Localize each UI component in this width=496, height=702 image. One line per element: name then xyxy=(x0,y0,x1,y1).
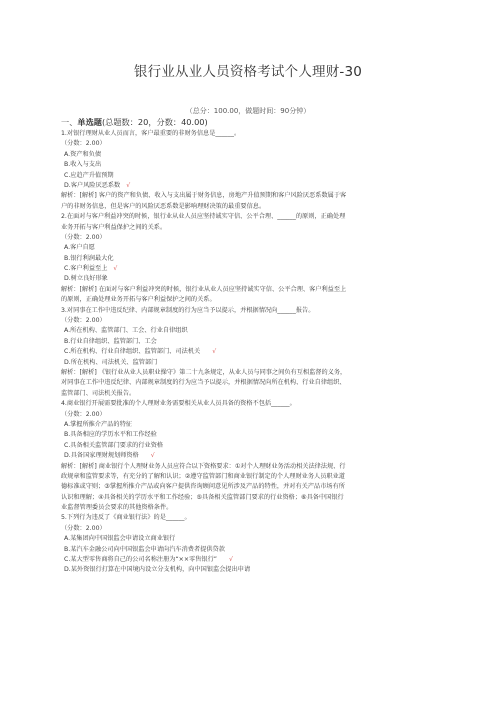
question-score: （分数：2.00） xyxy=(61,233,106,241)
answer-option xyxy=(61,337,441,347)
question-stem: 1.对银行理财从业人员而言，客户最重要的非财务信息是______。 xyxy=(61,130,241,137)
explanation-text: 解析：[解析] 客户的资产和负债、收入与支出属于财务信息，房地产升值预期和客户风险厌恶系数属于客 xyxy=(61,192,347,200)
answer-option xyxy=(61,565,441,575)
question-block xyxy=(61,513,441,575)
question-score: （分数：2.00） xyxy=(61,410,106,418)
option-text: D.树立良好形象 xyxy=(64,275,108,283)
explanation-text: 户的非财务信息，但是客户的风险厌恶系数是影响理财决策的最重要信息。 xyxy=(61,202,266,210)
answer-option xyxy=(61,545,441,555)
answer-option xyxy=(61,347,441,357)
answer-option xyxy=(61,254,441,264)
explanation-text: 的原则，正确处理业务开拓与客户利益保护之间的关系。 xyxy=(61,296,216,304)
explanation-text: 解析：[解析] 商业银行个人理财业务人员应符合以下资格要求：①对个人理财业务活动相关法律法规、行 xyxy=(61,462,346,470)
question-list xyxy=(61,129,441,576)
option-text: A.某集团向中国银监会申请设立商业银行 xyxy=(64,535,176,543)
explanation-text: 对同事在工作中违反纪律、内部规章制度的行为应当予以提示，并根据情况向所在机构、行业自律组织、 xyxy=(61,379,346,387)
correct-check-icon: √ xyxy=(229,556,233,564)
option-text: A.客户自愿 xyxy=(64,244,95,252)
answer-option xyxy=(61,181,441,191)
option-text: B.收入与支出 xyxy=(64,161,102,169)
option-text: A.所在机构、监管部门、工会、行业自律组织 xyxy=(64,327,188,335)
question-score: （分数：2.00） xyxy=(61,317,106,325)
explanation-text: 政规章和监管要求等，有充分的了解和认识；②遵守监管部门和商业银行制定的个人理财业务人员职业道 xyxy=(61,472,345,480)
question-block xyxy=(61,129,441,212)
option-text: C.某大型零售商将自己的公司名称注册为“××零售银行” xyxy=(64,556,218,564)
section-prefix: 一、 xyxy=(61,117,78,127)
question-block xyxy=(61,306,441,400)
correct-check-icon: √ xyxy=(126,181,131,189)
option-text: D.所在机构、司法机关、监管部门 xyxy=(64,358,158,366)
section-heading xyxy=(61,117,208,128)
question-stem: 业务开拓与客户利益保护之间的关系。 xyxy=(61,223,167,231)
option-text: A.掌握所推介产品的特征 xyxy=(64,420,132,428)
option-text: B.具备相应的学历水平和工作经验 xyxy=(64,431,157,439)
explanation-text: 认识和理解；④具备相关的学历水平和工作经验；⑤具备相关监管部门要求的行业资格；⑥具备中国银行 xyxy=(61,493,344,501)
document-title: 银行业从业人员资格考试个人理财-30 xyxy=(133,64,363,80)
exam-meta: （总分：100.00，做题时间：90分钟） xyxy=(185,107,311,115)
question-block xyxy=(61,212,441,306)
answer-option xyxy=(61,430,441,440)
answer-option xyxy=(61,420,441,430)
correct-check-icon: √ xyxy=(212,348,217,356)
option-text: D.客户风险厌恶系数 xyxy=(64,181,121,189)
option-text: D.某外资银行打算在中国境内设立分支机构，向中国银监会提出申请 xyxy=(64,566,251,574)
option-text: C.具备相关监管部门要求的行业资格 xyxy=(64,441,164,449)
answer-option xyxy=(61,326,441,336)
explanation-text: 解析：[解析] 《银行业从业人员职业操守》第二十九条规定，从业人员与同事之间负有互相监督的义务， xyxy=(61,368,347,376)
question-stem: 2.在面对与客户利益冲突的时候，银行业从业人员应坚持诚实守信、公平合理、______的原则，正确处理 xyxy=(61,213,346,221)
answer-option xyxy=(61,358,441,368)
answer-option xyxy=(61,243,441,253)
option-text: D.具备国家理财规划师资格 xyxy=(64,452,139,460)
correct-check-icon: √ xyxy=(113,265,118,273)
answer-option xyxy=(61,160,441,170)
section-keyword: 单选题 xyxy=(77,117,102,127)
question-score: （分数：2.00） xyxy=(61,140,106,148)
correct-check-icon: √ xyxy=(150,452,155,460)
explanation-text: 业监督管理委员会要求的其他资格条件。 xyxy=(61,504,173,512)
option-text: B.某汽车金融公司向中国银监会申请向汽车消费者提供贷款 xyxy=(64,545,225,553)
explanation-text: 解析：[解析] 在面对与客户利益冲突的时候，银行业从业人员应坚持诚实守信、公平合理、客户利益至上 xyxy=(61,285,347,293)
answer-option xyxy=(61,555,441,565)
question-block xyxy=(61,399,441,513)
answer-option xyxy=(61,171,441,181)
option-text: A.资产和负债 xyxy=(64,150,102,158)
option-text: C.客户利益至上 xyxy=(64,265,108,273)
explanation-text: 监管部门、司法机关报告。 xyxy=(61,389,136,397)
answer-option xyxy=(61,451,441,461)
option-text: B.银行利润最大化 xyxy=(64,254,114,262)
answer-option xyxy=(61,150,441,160)
answer-option xyxy=(61,274,441,284)
question-stem: 4.商业银行开展需要批准的个人理财业务需要相关从业人员具备的资格不包括______。 xyxy=(61,400,296,408)
answer-option xyxy=(61,441,441,451)
option-text: B.行业自律组织、监管部门、工会 xyxy=(64,337,157,345)
option-text: C.所在机构、行业自律组织、监管部门、司法机关 xyxy=(64,348,201,356)
question-stem: 3.对同事在工作中违反纪律、内部规章制度的行为应当予以提示，并根据情况向______报告。 xyxy=(61,306,315,314)
answer-option xyxy=(61,534,441,544)
explanation-text: 德标准或守则；③掌握所推介产品或向客户提供咨询顾问意见所涉及产品的特性，并对有关产品市场有所 xyxy=(61,483,345,491)
question-score: （分数：2.00） xyxy=(61,524,106,532)
question-stem: 5.下列行为违反了《商业银行法》的是______。 xyxy=(61,514,191,522)
section-info: (总题数：20，分数：40.00) xyxy=(101,117,208,127)
answer-option xyxy=(61,264,441,274)
option-text: C.应趋产升值预期 xyxy=(64,171,114,179)
